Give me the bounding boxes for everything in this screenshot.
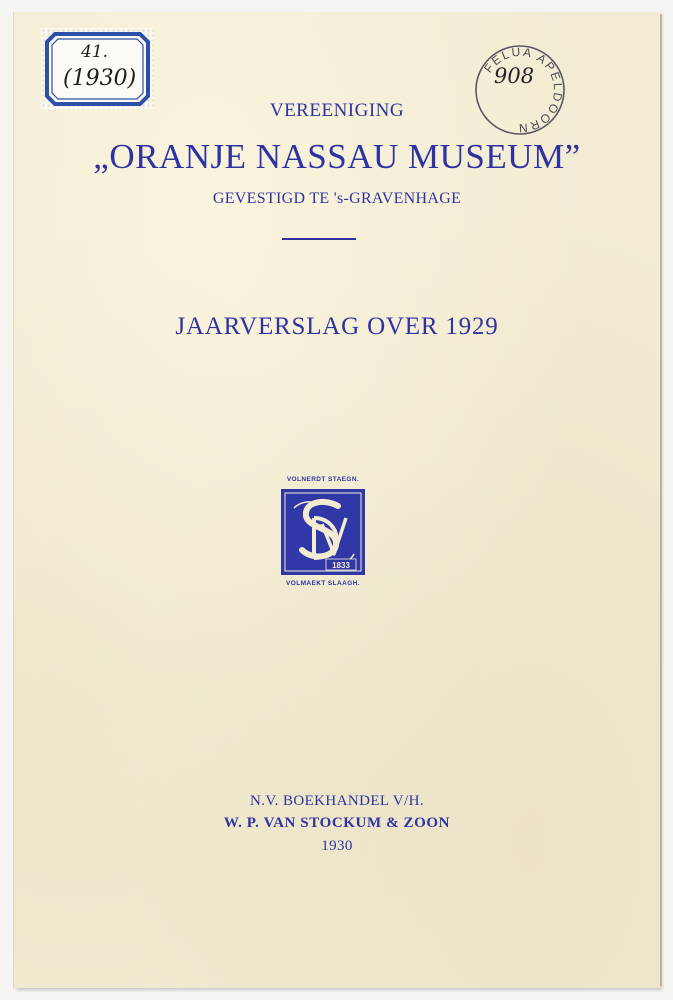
stamp-number: 908	[494, 64, 535, 88]
publication-year: 1930	[321, 838, 353, 854]
catalog-number: 41.	[81, 42, 109, 62]
title-divider	[282, 238, 356, 240]
location-line: GEVESTIGD TE 's-GRAVENHAGE	[212, 190, 462, 207]
publisher-name: W. P. VAN STOCKUM & ZOON	[223, 815, 451, 831]
report-title: JAARVERSLAG OVER 1929	[175, 313, 499, 340]
printer-mark	[274, 470, 372, 594]
museum-title: „ORANJE NASSAU MUSEUM”	[93, 137, 581, 176]
stamp-ring-text: FELUA APELDOORN	[481, 44, 566, 136]
catalog-year: (1930)	[63, 66, 137, 91]
printer-motto-top: VOLNERDT STAEGN.	[286, 476, 360, 483]
printer-year: 1833	[332, 561, 350, 570]
catalog-label	[41, 28, 154, 110]
printer-monogram-emblem	[280, 488, 366, 576]
publisher-line-1: N.V. BOEKHANDEL V/H.	[250, 793, 424, 809]
library-stamp	[472, 42, 568, 138]
printer-motto-bottom: VOLMAEKT SLAAGH.	[286, 580, 360, 587]
society-name: VEREENIGING	[269, 100, 405, 121]
